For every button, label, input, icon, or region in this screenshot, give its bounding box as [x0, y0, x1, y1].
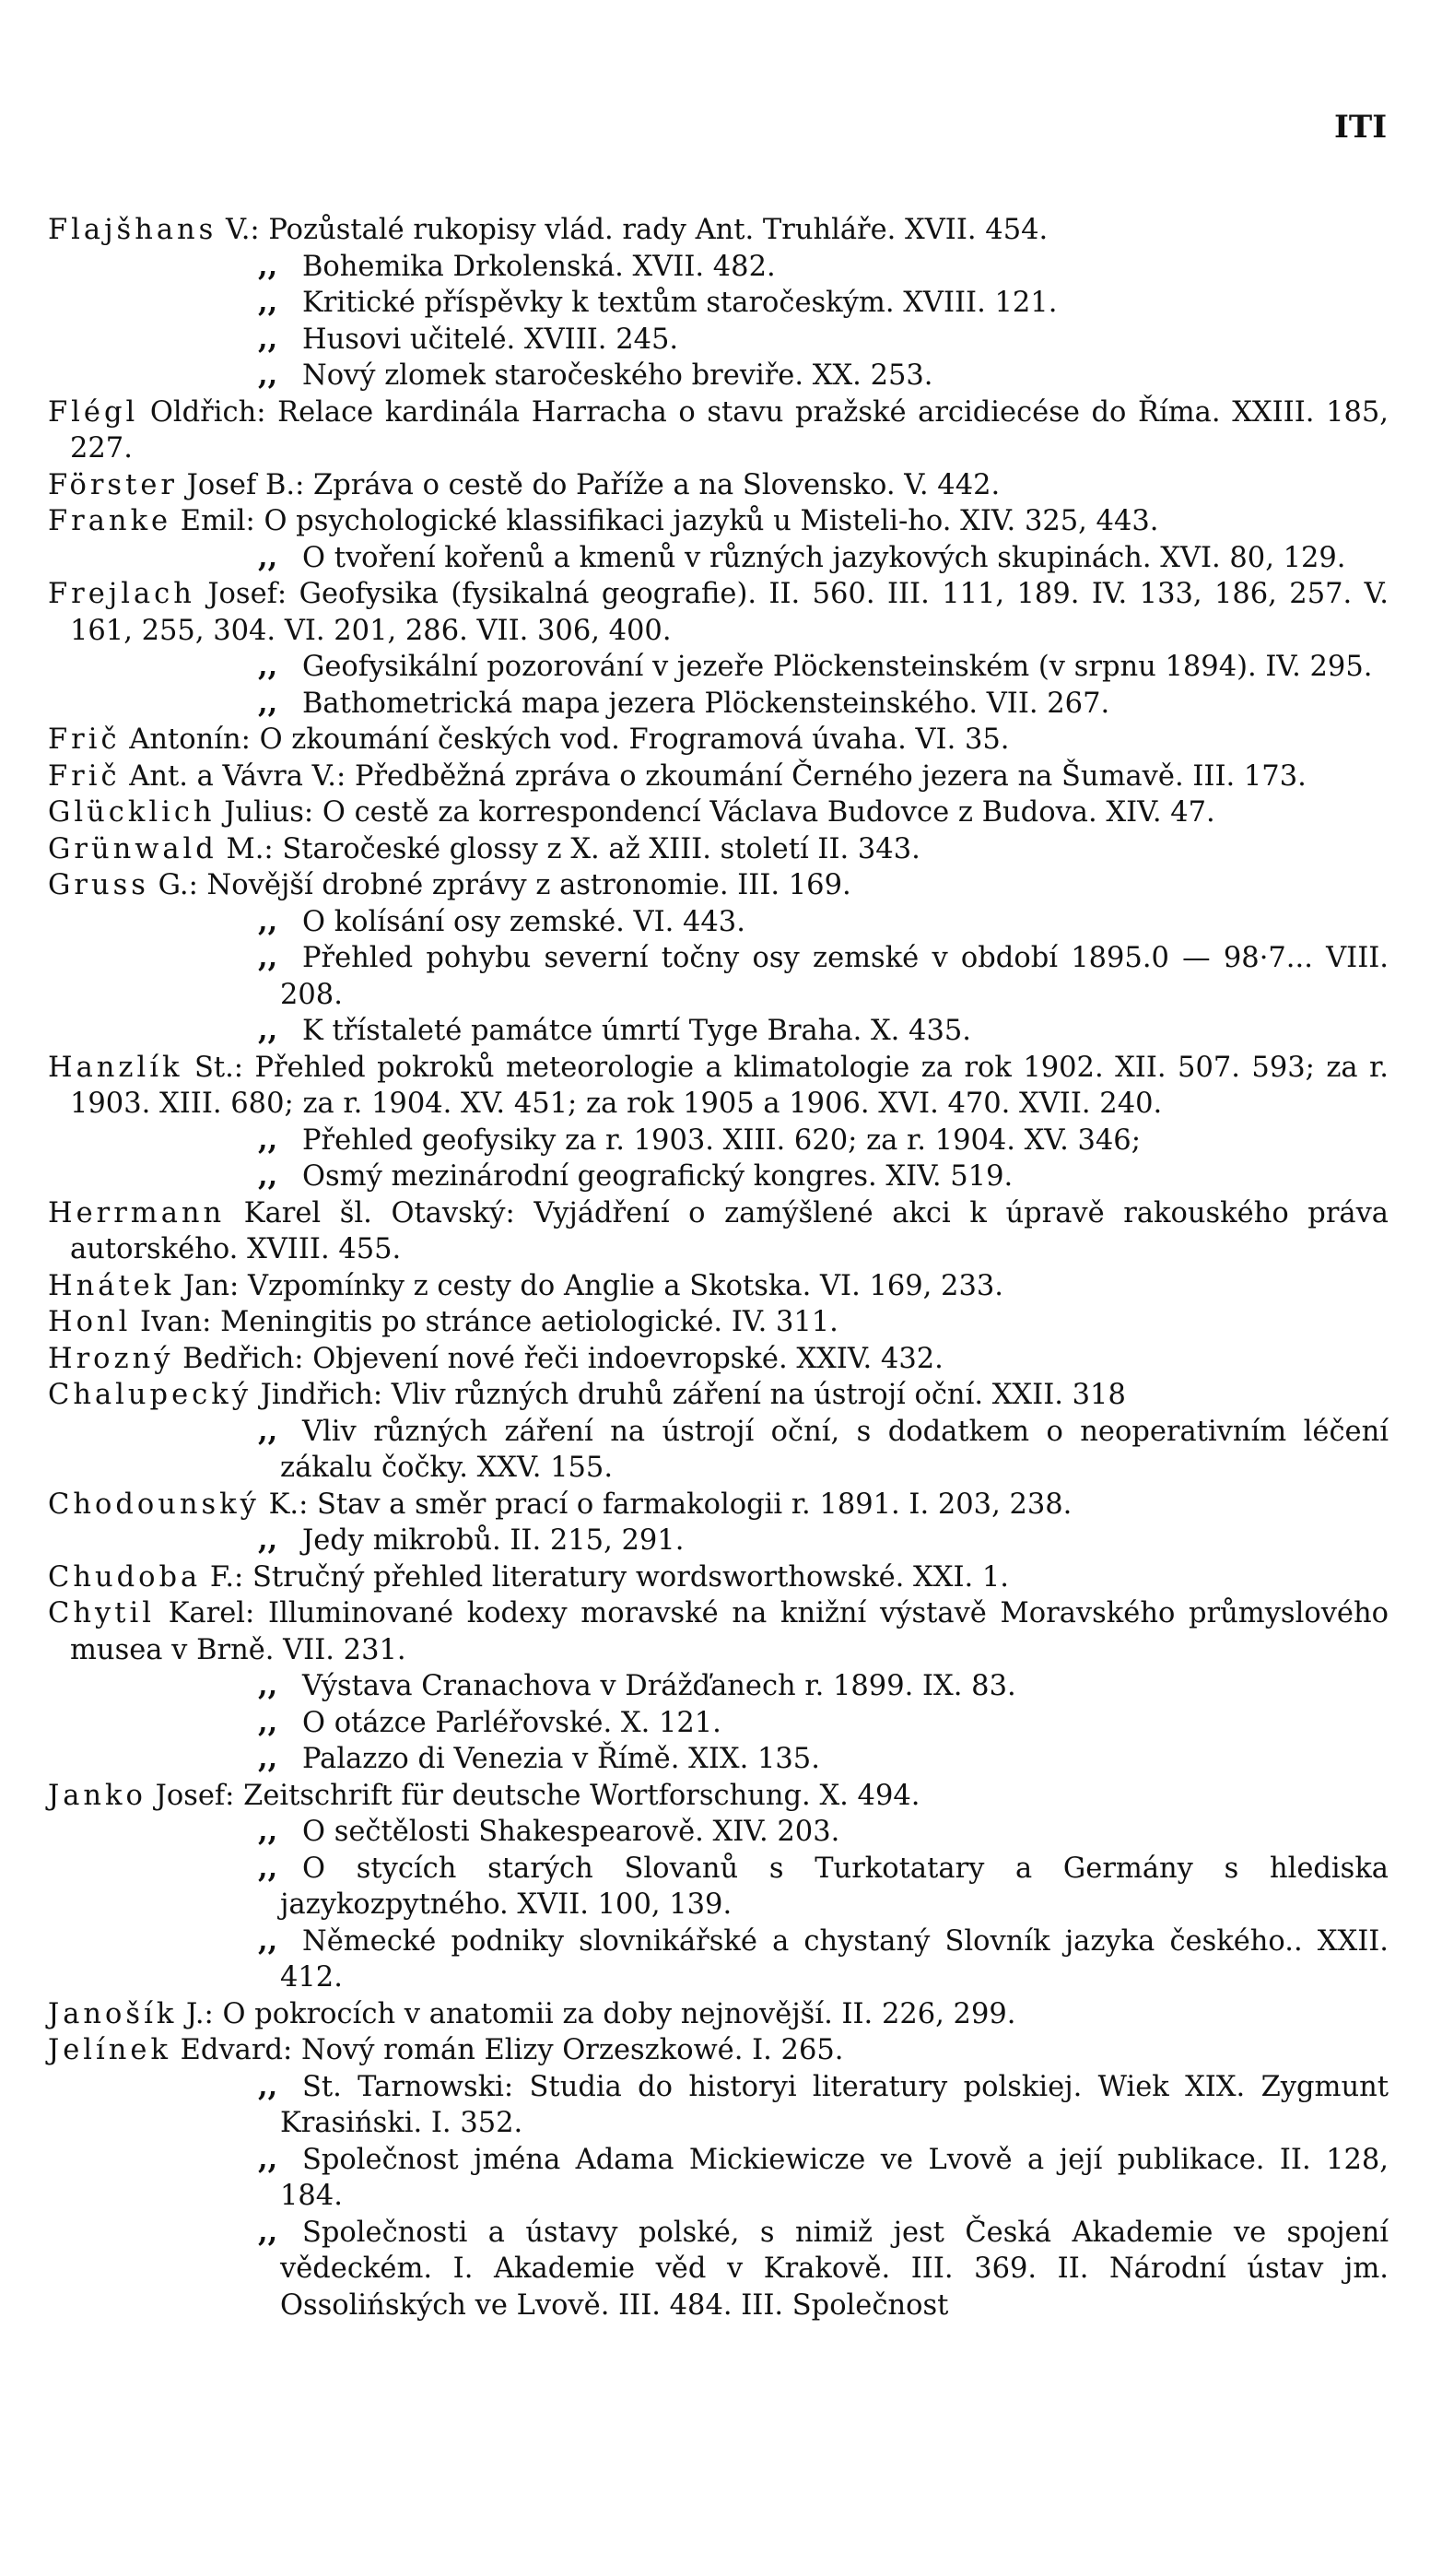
entry-text: O tvoření kořenů a kmenů v různých jazykových skupinách. XVI. 80, 129. [302, 541, 1346, 574]
ditto-mark: ,, [258, 904, 278, 938]
entry-text: O kolísání osy zemské. VI. 443. [302, 905, 745, 938]
index-continuation [48, 686, 1389, 723]
author-surname: Flégl [48, 395, 139, 429]
ditto-mark: ,, [258, 941, 278, 974]
index-continuation [48, 1851, 1389, 1923]
entry-text: Josef: Zeitschrift für deutsche Wortforschung. X. 494. [146, 1779, 920, 1812]
entry-text: Julius: O cestě za korrespondencí Václava Budovce z Budova. XIV. 47. [215, 796, 1215, 829]
index-continuation [48, 1013, 1389, 1050]
entry-text: Přehled pohybu severní točny osy zemské v období 1895.0 — 98·7... VIII. 208. [280, 942, 1389, 1011]
index-entry [48, 831, 1389, 868]
author-surname: Frič [48, 723, 121, 756]
author-surname: Chytil [48, 1597, 155, 1629]
index-entry [48, 1195, 1389, 1268]
index-continuation [48, 322, 1389, 359]
entry-text: Kritické příspěvky k textům staročeským. XVIII. 121. [302, 287, 1058, 319]
index-entry [48, 1595, 1389, 1668]
index-entry [48, 1778, 1389, 1815]
author-surname: Chodounský [48, 1488, 260, 1521]
entry-text: Palazzo di Venezia v Římě. XIX. 135. [302, 1743, 820, 1775]
entry-text: Edvard: Nový román Elizy Orzeszkowé. I. 265. [170, 2034, 844, 2066]
ditto-mark: ,, [258, 650, 278, 683]
entry-text: Josef B.: Zpráva o cestě do Paříže a na Slovensko. V. 442. [177, 468, 1001, 501]
entry-text: Ivan: Meningitis po stránce aetiologické. IV. 311. [131, 1306, 838, 1338]
index-entry [48, 867, 1389, 904]
ditto-mark: ,, [258, 1705, 278, 1739]
entry-text: K třístaleté památce úmrtí Tyge Braha. X. 435. [302, 1015, 971, 1047]
entry-text: F.: Stručný přehled literatury wordsworthowské. XXI. 1. [201, 1560, 1010, 1594]
entry-text: Husovi učitelé. XVIII. 245. [302, 323, 679, 356]
index-entry [48, 1559, 1389, 1596]
index-entry [48, 576, 1389, 649]
index-continuation [48, 2142, 1389, 2215]
index-entry [48, 212, 1389, 249]
ditto-mark: ,, [258, 1014, 278, 1047]
index-entry [48, 1377, 1389, 1414]
author-surname: Flajšhans [48, 214, 217, 246]
entry-text: Jindřich: Vliv různých druhů záření na ústrojí oční. XXII. 318 [251, 1379, 1126, 1411]
entry-text: Společnosti a ústavy polské, s nimiž jest Česká Akademie ve spojení vědeckém. I. Akademie věd v Krakově. III. 369. II. Národní ústav jm. Ossolińských ve Lvově. III. 484. III. Společnost [280, 2216, 1389, 2322]
index-continuation [48, 249, 1389, 286]
entry-text: Jedy mikrobů. II. 215, 291. [302, 1524, 685, 1557]
entry-text: Bedřich: Objevení nové řeči indoevropské. XXIV. 432. [173, 1342, 944, 1375]
author-surname: Franke [48, 505, 172, 537]
ditto-mark: ,, [258, 686, 278, 720]
index-entry [48, 467, 1389, 504]
ditto-mark: ,, [258, 1742, 278, 1775]
entry-text: O sečtělosti Shakespearově. XIV. 203. [302, 1816, 840, 1848]
entry-text: Karel šl. Otavský: Vyjádření o zamýšlené akci k úpravě rakouského práva autorského. XVIII. 455. [70, 1196, 1389, 1265]
entry-text: Emil: O psychologické klassifikaci jazyků u Misteli-ho. XIV. 325, 443. [171, 505, 1159, 537]
ditto-mark: ,, [258, 1414, 278, 1448]
entry-text: St. Tarnowski: Studia do historyi literatury polskiej. Wiek XIX. Zygmunt Krasiński. I. 352. [280, 2070, 1389, 2139]
entry-text: Ant. a Vávra V.: Předběžná zpráva o zkoumání Černého jezera na Šumavě. III. 173. [120, 759, 1307, 793]
author-surname: Grünwald [48, 832, 217, 865]
index-entry [48, 722, 1389, 759]
ditto-mark: ,, [258, 2215, 278, 2249]
index-entry [48, 1268, 1389, 1305]
ditto-mark: ,, [258, 286, 278, 319]
page-number: ITI [1334, 109, 1388, 146]
entry-text: Bathometrická mapa jezera Plöckensteinského. VII. 267. [302, 687, 1110, 720]
entry-text: Výstava Cranachova v Drážďanech r. 1899. IX. 83. [302, 1670, 1016, 1702]
index-continuation [48, 1705, 1389, 1742]
entry-text: O stycích starých Slovanů s Turkotatary a Germány s hlediska jazykozpytného. XVII. 100, 139. [280, 1852, 1389, 1921]
author-surname: Förster [48, 468, 178, 501]
entry-text: O otázce Parléřovské. X. 121. [302, 1706, 721, 1739]
author-surname: Janošík [48, 1997, 178, 2030]
index-entry [48, 394, 1389, 467]
author-surname: Chudoba [48, 1560, 202, 1594]
index-continuation [48, 540, 1389, 577]
author-surname: Frejlach [48, 578, 195, 610]
ditto-mark: ,, [258, 1123, 278, 1157]
entry-text: J.: O pokrocích v anatomii za doby nejnovější. II. 226, 299. [177, 1997, 1016, 2030]
entry-text: Karel: Illuminované kodexy moravské na knižní výstavě Moravského průmyslového musea v Brně. VII. 231. [70, 1597, 1389, 1666]
ditto-mark: ,, [258, 1851, 278, 1885]
entry-text: Bohemika Drkolenská. XVII. 482. [302, 250, 776, 283]
index-continuation [48, 285, 1389, 322]
ditto-mark: ,, [258, 540, 278, 574]
entry-text: Vliv různých záření na ústrojí oční, s dodatkem o neoperativním léčení zákalu čočky. XXV. 155. [280, 1415, 1389, 1484]
entry-text: Společnost jména Adama Mickiewicze ve Lvově a její publikace. II. 128, 184. [280, 2143, 1389, 2212]
author-index [48, 212, 1389, 2323]
index-entry [48, 2032, 1389, 2069]
ditto-mark: ,, [258, 1523, 278, 1557]
author-surname: Glücklich [48, 796, 216, 829]
ditto-mark: ,, [258, 249, 278, 283]
author-surname: Gruss [48, 869, 149, 901]
index-continuation [48, 1123, 1389, 1159]
index-continuation [48, 2215, 1389, 2324]
entry-text: Osmý mezinárodní geografický kongres. XIV. 519. [302, 1160, 1014, 1193]
index-continuation [48, 904, 1389, 941]
index-continuation [48, 1923, 1389, 1996]
entry-text: Přehled geofysiky za r. 1903. XIII. 620; za r. 1904. XV. 346; [302, 1123, 1141, 1157]
entry-text: Oldřich: Relace kardinála Harracha o stavu pražské arcidiecése do Říma. XXIII. 185, 227. [70, 395, 1389, 465]
ditto-mark: ,, [258, 1815, 278, 1848]
index-continuation [48, 940, 1389, 1013]
author-surname: Hrozný [48, 1342, 174, 1375]
author-surname: Herrmann [48, 1196, 226, 1229]
index-continuation [48, 358, 1389, 394]
author-surname: Janko [48, 1779, 147, 1812]
index-continuation [48, 1159, 1389, 1195]
ditto-mark: ,, [258, 1669, 278, 1702]
entry-text: K.: Stav a směr prací o farmakologii r. 1891. I. 203, 238. [259, 1488, 1073, 1521]
index-continuation [48, 1741, 1389, 1778]
entry-text: Německé podniky slovnikářské a chystaný Slovník jazyka českého.. XXII. 412. [280, 1924, 1389, 1994]
entry-text: M.: Staročeské glossy z X. až XIII. století II. 343. [217, 832, 920, 865]
ditto-mark: ,, [258, 2069, 278, 2103]
entry-text: G.: Novější drobné zprávy z astronomie. III. 169. [148, 869, 851, 901]
index-continuation [48, 2069, 1389, 2142]
index-continuation [48, 1414, 1389, 1487]
entry-text: Nový zlomek staročeského breviře. XX. 253. [302, 359, 933, 392]
index-continuation [48, 1814, 1389, 1851]
ditto-mark: ,, [258, 1159, 278, 1193]
index-entry [48, 759, 1389, 795]
entry-text: Josef: Geofysika (fysikalná geografie). II. 560. III. 111, 189. IV. 133, 186, 257. V. 161, 255, 304. VI. 201, 286. VII. 306, 400. [70, 578, 1389, 647]
author-surname: Hanzlík [48, 1051, 183, 1084]
ditto-mark: ,, [258, 359, 278, 392]
index-entry [48, 1341, 1389, 1378]
index-entry [48, 1996, 1389, 2033]
index-continuation [48, 649, 1389, 686]
author-surname: Chalupecký [48, 1379, 252, 1411]
index-continuation [48, 1668, 1389, 1705]
entry-text: V.: Pozůstalé rukopisy vlád. rady Ant. Truhláře. XVII. 454. [217, 214, 1049, 246]
author-surname: Frič [48, 759, 121, 793]
index-entry [48, 1487, 1389, 1523]
entry-text: Geofysikální pozorování v jezeře Plöckensteinském (v srpnu 1894). IV. 295. [302, 651, 1373, 683]
index-continuation [48, 1523, 1389, 1559]
author-surname: Hnátek [48, 1269, 175, 1302]
entry-text: Antonín: O zkoumání českých vod. Frogramová úvaha. VI. 35. [120, 723, 1010, 756]
entry-text: Jan: Vzpomínky z cesty do Anglie a Skotska. VI. 169, 233. [174, 1269, 1003, 1302]
ditto-mark: ,, [258, 2142, 278, 2176]
author-surname: Honl [48, 1306, 132, 1338]
entry-text: St.: Přehled pokroků meteorologie a klimatologie za rok 1902. XII. 507. 593; za r. 1903. XIII. 680; za r. 1904. XV. 451; za rok 1905 a 1906. XVI. 470. XVII. 240. [70, 1051, 1389, 1120]
author-surname: Jelínek [48, 2034, 171, 2066]
index-entry [48, 1304, 1389, 1341]
ditto-mark: ,, [258, 322, 278, 356]
index-entry [48, 503, 1389, 540]
index-entry [48, 794, 1389, 831]
index-entry [48, 1050, 1389, 1123]
ditto-mark: ,, [258, 1923, 278, 1958]
